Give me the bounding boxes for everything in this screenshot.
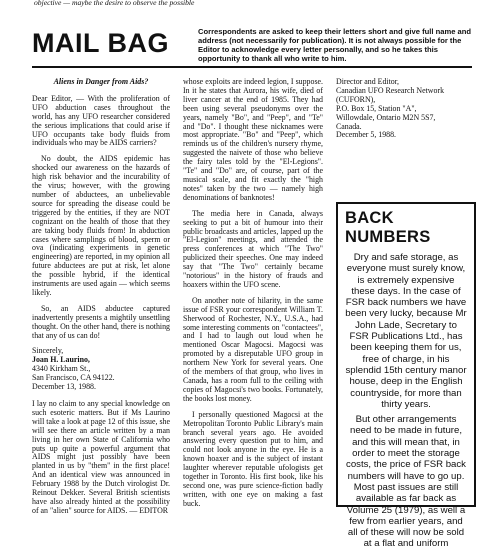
continued-text: objective — maybe the desire to observe the possible bbox=[34, 0, 195, 7]
column-2 bbox=[183, 78, 323, 516]
section-title: MAIL BAG bbox=[32, 28, 169, 58]
signoff-line: Canada. bbox=[336, 121, 362, 131]
header-rule bbox=[32, 66, 472, 68]
signoff-date: December 5, 1988. bbox=[336, 130, 397, 140]
signoff-line: Willowdale, Ontario M2N 5S7, bbox=[336, 112, 436, 122]
letter-paragraph: So, an AIDS abductee captured inadvertently presents a mightily unsettling thought. On the other hand, there is nothing that any of us can do! bbox=[32, 303, 170, 340]
letter-paragraph: The media here in Canada, always seeking to put a bit of humour into their public broadcasts and articles, lapped up the "El-Legion" meetings, and attended the press conferences at which "The Two" publicized their speeches. One may indeed say that "The Two" certainly became "notorious" in the history of frauds and hoaxers within the UFO scene. bbox=[183, 208, 323, 289]
letter-signoff bbox=[336, 78, 476, 140]
signature-closing: Sincerely, bbox=[32, 346, 64, 356]
correspondents-notice: Correspondents are asked to keep their letters short and give full name and address (not necessarily for publication). It is not always possible for the Editor to acknowledge every letter personally, and so he takes this opportunity to thank all who write to him. bbox=[198, 27, 472, 63]
letter-paragraph: No doubt, the AIDS epidemic has shocked our awareness on the hazards of high risk behavior and the incurability of the virus; however, with the growing number of abductees, an unbelievable source for spreading the disease could be triggered by the entities, if they are NOT cognizant on the health of those that they are taking body fluids from! In abduction cases where samplings of blood, sperm or ova (indicating experiments in genetic engineering) are reported, in my opinion all future abductees are put at risk, let alone the possible hybrid, if the identical instruments are used again — which seems likely. bbox=[32, 154, 170, 297]
back-numbers-paragraph: But other arrangements need to be made in future, and this will mean that, in order to meet the storage costs, the price of FSR back numbers will have to go up. Most past issues are still available as far back as Volume 25 (1979), as well a few from earlier years, and all of these will now be sold at a flat and uniform bbox=[346, 414, 466, 550]
letter-paragraph: Dear Editor, — With the proliferation of UFO abduction cases throughout the world, has any UFO researcher considered the serious implications that could arise if UFO occupants take body fluids from individuals who may be AIDS carriers? bbox=[32, 93, 170, 148]
signoff-line: Director and Editor, bbox=[336, 77, 400, 86]
signature-name: Joan H. Laurino, bbox=[32, 355, 90, 365]
column-1 bbox=[32, 78, 170, 523]
back-numbers-box bbox=[336, 202, 476, 550]
signature-address-line: 4340 Kirkham St., bbox=[32, 364, 91, 374]
signoff-line: Canadian UFO Research Network (CUFORN), bbox=[336, 85, 445, 104]
letter-paragraph: On another note of hilarity, in the same issue of FSR your correspondent William T. Sherwood of Rochester, N.Y., U.S.A., had some interesting comments on "contactees", and I had to laugh out loud when he mentioned Oscar Magocsi. Magocsi was promoted by a disreputable UFO group in northern New York for several years. One of the members of that group, who lives in Canada, has a room full to the ceiling with copies of Magocsi's two books. Fortunately, the books lost money. bbox=[183, 295, 323, 403]
column-3 bbox=[336, 78, 476, 140]
letter-headline: Aliens in Danger from Aids? bbox=[53, 77, 149, 86]
signature-date: December 13, 1988. bbox=[32, 382, 96, 392]
back-numbers-title: BACK NUMBERS bbox=[345, 209, 431, 246]
signoff-line: P.O. Box 15, Station "A", bbox=[336, 103, 417, 113]
letter-signature bbox=[32, 347, 170, 392]
back-numbers-paragraph: Dry and safe storage, as everyone must surely know, is extremely expensive these days. In the case of FSR back numbers we have been very lucky, because Mr John Lade, Secretary to FSR Publications Ltd., has been keeping them for us, free of charge, in his splendid 15th century manor house, deep in the English countryside, for more than thirty years. bbox=[345, 252, 467, 410]
editor-reply: I lay no claim to any special knowledge on such esoteric matters. But if Ms Laurino will take a look at page 12 of this issue, she will see there an article written by a man living in her own State of California who puts up quite a powerful argument that AIDS might just possibly have been planted in us by "them" in the first place! And an identical view was announced in February 1988 by the Dutch virologist Dr. Reinout Dekker. Several British scientists have also already hinted at the possibility of an "alien" source for AIDS. — EDITOR bbox=[32, 399, 170, 515]
signature-address-line: San Francisco, CA 94122. bbox=[32, 373, 115, 383]
letter-paragraph: whose exploits are indeed legion, I suppose. In it he states that Aurora, his wife, died of liver cancer at the end of 1985. They had been using several pseudonyms over the years, namely "Bo", and "Peep", and "Te" and "Do". I thought these nicknames were most appropriate. "Bo" and "Peep", which reminds us of the children's nursery rhyme, suggested the naivete of those who believe the fairy tales told by the "El-Legions". "Te" and "Do" are, of course, part of the musical scale, and fit exactly the "high notes" taken by the two — namely high denominations of banknotes! bbox=[183, 77, 323, 202]
letter-paragraph: I personally questioned Magocsi at the Metropolitan Toronto Public Library's main branch several years ago. He avoided answering every question put to him, and could not look anyone in the eye. He is a known hoaxer and is the subject of instant laughter wherever reputable ufologists get together in Toronto. His first book, like his second one, was pure science-fiction badly written, with one eye on making a fast buck. bbox=[183, 409, 323, 508]
